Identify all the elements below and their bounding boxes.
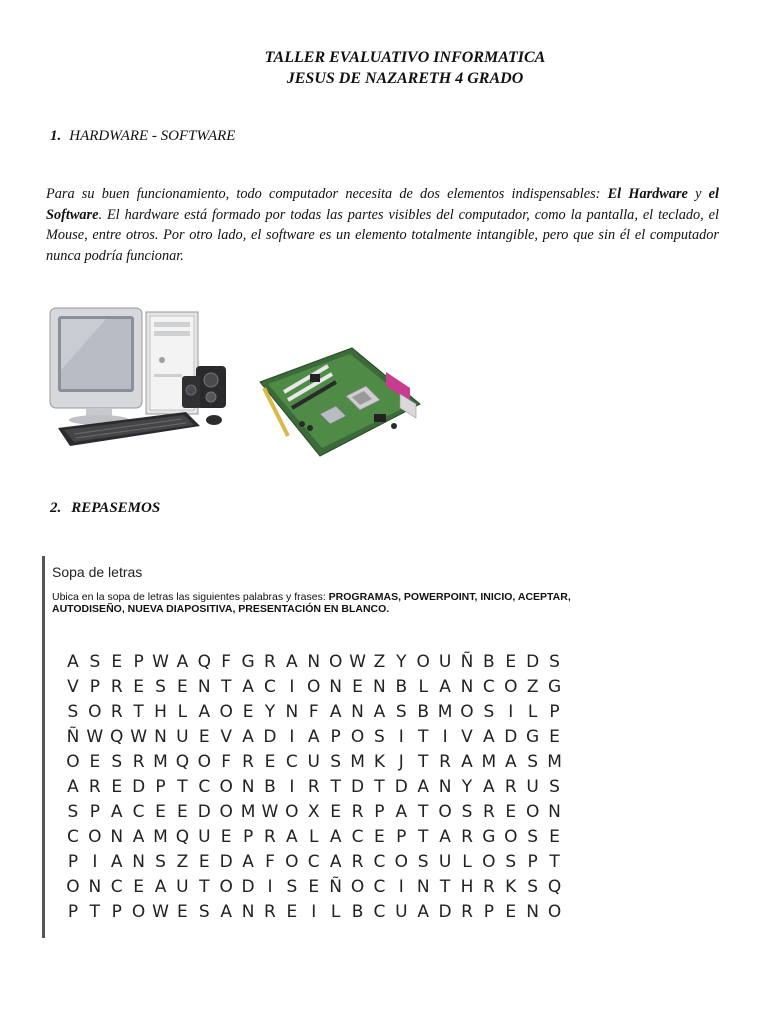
- wordsearch-letter: I: [442, 727, 448, 747]
- wordsearch-letter: W: [261, 802, 279, 822]
- wordsearch-letter: P: [396, 827, 407, 847]
- wordsearch-letter: P: [89, 677, 100, 697]
- wordsearch-letter: I: [92, 852, 98, 872]
- wordsearch-letter: N: [132, 852, 145, 872]
- wordsearch-letter: N: [241, 777, 255, 797]
- wordsearch-letter: P: [89, 802, 100, 822]
- wordsearch-row: [62, 725, 622, 750]
- wordsearch-letter: T: [418, 827, 429, 847]
- paragraph-text: . El hardware está formado por todas las partes visibles del computador, como la pantalla, el teclado, el Mouse, entre otros. Por otro lado, el software es un elemento totalmente intangible, pero que sin él el computador nunca podría funcionar.: [46, 206, 719, 264]
- wordsearch-letter: B: [417, 702, 430, 722]
- wordsearch-letter: T: [330, 777, 341, 797]
- wordsearch-letter: O: [504, 677, 518, 697]
- wordsearch-letter: R: [264, 902, 276, 922]
- wordsearch-letter: U: [307, 752, 320, 772]
- document-subtitle: JESUS DE NAZARETH 4 GRADO: [286, 70, 524, 87]
- wordsearch-letter: S: [417, 852, 429, 872]
- wordsearch-letter: Y: [264, 702, 276, 722]
- wordsearch-letter: A: [417, 902, 430, 922]
- wordsearch-letter: Q: [110, 727, 124, 747]
- wordsearch-letter: R: [264, 827, 276, 847]
- wordsearch-letter: W: [152, 902, 169, 922]
- wordsearch-letter: O: [350, 727, 365, 747]
- wordsearch-letter: N: [373, 677, 386, 697]
- wordsearch-letter: Z: [373, 652, 386, 672]
- wordsearch-letter: D: [263, 727, 277, 747]
- wordsearch-letter: R: [307, 777, 320, 797]
- wordsearch-letter: S: [374, 727, 385, 747]
- wordsearch-letter: L: [330, 902, 341, 922]
- wordsearch-letter: A: [439, 677, 451, 697]
- wordsearch-letter: M: [437, 702, 453, 722]
- wordsearch-letter: G: [526, 727, 540, 747]
- wordsearch-letter: E: [352, 677, 363, 697]
- wordsearch-letter: P: [155, 777, 166, 797]
- wordsearch-letter: C: [351, 827, 364, 847]
- wordsearch-letter: R: [88, 777, 101, 797]
- wordsearch-letter: Y: [396, 652, 407, 672]
- wordsearch-letter: U: [526, 777, 539, 797]
- wordsearch-letter: D: [504, 727, 518, 747]
- paragraph-text: Para su buen funcionamiento, todo computador necesita de dos elementos indispensables:: [46, 186, 608, 202]
- section-2-number: 2.: [50, 500, 62, 516]
- wordsearch-letter: O: [525, 802, 540, 822]
- wordsearch-letter: T: [220, 677, 232, 697]
- wordsearch-letter: S: [330, 752, 342, 772]
- wordsearch-letter: S: [461, 802, 473, 822]
- wordsearch-letter: G: [482, 827, 496, 847]
- wordsearch-letter: A: [329, 852, 342, 872]
- wordsearch-letter: V: [461, 727, 473, 747]
- wordsearch-letter: I: [289, 677, 295, 697]
- wordsearch-letter: P: [549, 702, 560, 722]
- wordsearch-letter: R: [461, 827, 473, 847]
- wordsearch-letter: N: [241, 902, 255, 922]
- wordsearch-letter: L: [418, 677, 428, 697]
- wordsearch-letter: T: [89, 902, 101, 922]
- wordsearch-letter: S: [549, 777, 560, 797]
- wordsearch-letter: I: [398, 727, 404, 747]
- section-1-number: 1.: [50, 128, 62, 144]
- wordsearch-letter: A: [242, 727, 254, 747]
- wordsearch-letter: N: [307, 652, 321, 672]
- wordsearch-row: [62, 900, 622, 925]
- wordsearch-letter: A: [67, 777, 79, 797]
- wordsearch-letter: U: [198, 827, 211, 847]
- wordsearch-letter: D: [350, 777, 365, 797]
- wordsearch-letter: I: [398, 877, 404, 897]
- wordsearch-letter: O: [504, 827, 518, 847]
- wordsearch-letter: I: [508, 702, 514, 722]
- wordsearch-letter: A: [395, 802, 408, 822]
- section-2-heading: [50, 500, 160, 517]
- wordsearch-letter: R: [439, 752, 451, 772]
- wordsearch-letter: R: [351, 852, 364, 872]
- wordsearch-letter: O: [394, 852, 408, 872]
- wordsearch-letter: O: [66, 752, 80, 772]
- wordsearch-letter: N: [285, 702, 299, 722]
- wordsearch-letter: W: [130, 727, 148, 747]
- wordsearch-letter: T: [418, 752, 429, 772]
- wordsearch-letter: S: [67, 802, 79, 822]
- wordsearch-letter: H: [460, 877, 474, 897]
- wordsearch-letter: D: [241, 877, 255, 897]
- wordsearch-letter: I: [289, 777, 295, 797]
- wordsearch-letter: C: [264, 677, 276, 697]
- wordsearch-letter: D: [219, 852, 233, 872]
- wordsearch-letter: S: [155, 852, 166, 872]
- wordsearch-letter: D: [197, 802, 211, 822]
- wordsearch-letter: R: [351, 802, 364, 822]
- wordsearch-letter: S: [527, 752, 539, 772]
- wordsearch-letter: Ñ: [329, 877, 342, 897]
- wordsearch-letter: Z: [526, 677, 539, 697]
- wordsearch-letter: O: [88, 827, 102, 847]
- wordsearch-row: [62, 800, 622, 825]
- wordsearch-letter: U: [395, 902, 408, 922]
- wordsearch-letter: F: [265, 852, 275, 872]
- wordsearch-letter: T: [177, 777, 188, 797]
- wordsearch-letter: I: [311, 902, 317, 922]
- wordsearch-letter: A: [286, 827, 298, 847]
- wordsearch-letter: D: [132, 777, 146, 797]
- wordsearch-letter: Ñ: [66, 727, 80, 747]
- wordsearch-letter: M: [350, 752, 365, 772]
- wordsearch-letter: Q: [547, 877, 562, 897]
- wordsearch-row: [62, 850, 622, 875]
- wordsearch-letter: E: [242, 702, 254, 722]
- wordsearch-letter: G: [241, 652, 255, 672]
- wordsearch-letter: S: [67, 702, 79, 722]
- wordsearch-letter: R: [110, 702, 123, 722]
- wordsearch-letter: S: [286, 877, 298, 897]
- wordsearch-letter: A: [329, 827, 342, 847]
- wordsearch-letter: F: [221, 752, 232, 772]
- wordsearch-letter: E: [111, 652, 123, 672]
- wordsearch-letter: O: [482, 852, 496, 872]
- wordsearch-letter: C: [373, 852, 386, 872]
- wordsearch-letter: E: [177, 902, 188, 922]
- wordsearch-letter: S: [89, 652, 101, 672]
- wordsearch-letter: A: [242, 677, 254, 697]
- wordsearch-letter: E: [505, 802, 517, 822]
- wordsearch-letter: Z: [176, 852, 189, 872]
- wordsearch-letter: E: [133, 677, 144, 697]
- wordsearch-letter: E: [111, 777, 123, 797]
- wordsearch-letter: U: [438, 652, 452, 672]
- wordsearch-letter: X: [307, 802, 320, 822]
- wordsearch-letter: K: [505, 877, 517, 897]
- wordsearch-letter: S: [483, 702, 495, 722]
- wordsearch-row: [62, 750, 622, 775]
- wordsearch-letter: A: [504, 752, 517, 772]
- wordsearch-letter: A: [417, 777, 430, 797]
- wordsearch-letter: A: [439, 827, 451, 847]
- wordsearch-letter: E: [198, 727, 210, 747]
- wordsearch-letter: O: [219, 777, 233, 797]
- wordsearch-letter: W: [86, 727, 104, 747]
- wordsearch-letter: M: [547, 752, 562, 772]
- wordsearch-letter: L: [527, 702, 538, 722]
- wordsearch-letter: N: [329, 677, 342, 697]
- wordsearch-letter: N: [154, 727, 167, 747]
- wordsearch-letter: J: [398, 752, 404, 772]
- wordsearch-letter: A: [286, 652, 298, 672]
- wordsearch-letter: R: [482, 877, 495, 897]
- wordsearch-letter: E: [549, 827, 560, 847]
- wordsearch-letter: N: [438, 777, 452, 797]
- wordsearch-letter: R: [504, 777, 517, 797]
- wordsearch-letter: A: [483, 727, 495, 747]
- intro-paragraph: [46, 184, 719, 266]
- wordsearch-letter: L: [309, 827, 319, 847]
- wordsearch-letter: E: [177, 677, 188, 697]
- wordsearch-letter: U: [438, 852, 452, 872]
- wordsearch-letter: S: [505, 852, 517, 872]
- wordsearch-letter: F: [308, 702, 319, 722]
- wordsearch-letter: C: [285, 752, 298, 772]
- wordsearch-letter: C: [482, 677, 495, 697]
- wordsearch-letter: C: [132, 802, 145, 822]
- wordsearch-letter: C: [373, 877, 386, 897]
- wordsearch-letter: V: [67, 677, 79, 697]
- wordsearch-letter: O: [66, 877, 80, 897]
- wordsearch-letter: E: [374, 827, 385, 847]
- wordsearch-letter: S: [395, 702, 407, 722]
- wordsearch-letter: P: [330, 727, 341, 747]
- wordsearch-letter: S: [549, 652, 560, 672]
- wordsearch-letter: A: [329, 702, 342, 722]
- wordsearch-letter: P: [483, 902, 494, 922]
- wordsearch-letter: Y: [461, 777, 473, 797]
- wordsearch-letter: R: [264, 652, 276, 672]
- wordsearch-letter: C: [67, 827, 79, 847]
- wordsearch-letter: S: [527, 827, 539, 847]
- wordsearch-letter: E: [220, 827, 232, 847]
- wordsearch-letter: R: [242, 752, 254, 772]
- wordsearch-letter: E: [177, 802, 188, 822]
- wordsearch-letter: O: [307, 677, 321, 697]
- wordsearch-row: [62, 675, 622, 700]
- wordsearch-letter: K: [373, 752, 385, 772]
- wordsearch-letter: S: [111, 752, 123, 772]
- wordsearch-letter: B: [264, 777, 276, 797]
- wordsearch-letter: B: [351, 902, 364, 922]
- wordsearch-letter: T: [133, 702, 144, 722]
- wordsearch-letter: W: [152, 652, 169, 672]
- wordsearch-letter: P: [242, 827, 254, 847]
- wordsearch-letter: T: [549, 852, 560, 872]
- wordsearch-letter: T: [199, 877, 210, 897]
- wordsearch-letter: N: [197, 677, 211, 697]
- wordsearch-letter: O: [219, 877, 233, 897]
- wordsearch-grid: [62, 650, 622, 925]
- wordsearch-letter: D: [526, 652, 540, 672]
- wordsearch-letter: E: [505, 902, 517, 922]
- wordsearch-letter: O: [219, 702, 233, 722]
- wordsearch-letter: O: [438, 802, 452, 822]
- wordsearch-letter: P: [133, 652, 144, 672]
- wordsearch-letter: L: [462, 852, 472, 872]
- wordsearch-letter: P: [67, 852, 79, 872]
- wordsearch-letter: S: [527, 877, 539, 897]
- wordsearch-letter: A: [154, 877, 167, 897]
- wordsearch-letter: R: [482, 802, 495, 822]
- wordsearch-letter: D: [438, 902, 452, 922]
- wordsearch-letter: C: [198, 777, 211, 797]
- wordsearch-letter: E: [505, 652, 517, 672]
- wordsearch-letter: O: [416, 652, 430, 672]
- wordsearch-letter: L: [177, 702, 188, 722]
- wordsearch-letter: A: [110, 802, 123, 822]
- wordsearch-title: Sopa de letras: [52, 564, 143, 580]
- wordsearch-letter: N: [460, 677, 474, 697]
- paragraph-bold-hardware: El Hardware: [607, 186, 688, 202]
- wordsearch-letter: E: [286, 902, 298, 922]
- paragraph-text: y: [687, 186, 709, 202]
- wordsearch-letter: O: [88, 702, 102, 722]
- wordsearch-letter: O: [197, 752, 211, 772]
- wordsearch-letter: O: [131, 902, 146, 922]
- wordsearch-letter: N: [526, 902, 539, 922]
- wordsearch-letter: E: [155, 802, 166, 822]
- wordsearch-letter: N: [548, 802, 561, 822]
- wordsearch-letter: O: [328, 652, 343, 672]
- wordsearch-letter: A: [307, 727, 320, 747]
- wordsearch-letter: C: [307, 852, 320, 872]
- wordsearch-letter: P: [67, 902, 79, 922]
- wordsearch-letter: I: [289, 727, 295, 747]
- wordsearch-instructions: [52, 591, 612, 615]
- wordsearch-letter: T: [374, 777, 385, 797]
- wordsearch-letter: M: [481, 752, 497, 772]
- wordsearch-letter: Q: [197, 652, 211, 672]
- wordsearch-letter: N: [416, 877, 430, 897]
- wordsearch-letter: T: [439, 877, 451, 897]
- wordsearch-letter: E: [89, 752, 101, 772]
- wordsearch-letter: M: [240, 802, 256, 822]
- wordsearch-letter: O: [285, 802, 299, 822]
- wordsearch-letter: N: [110, 827, 124, 847]
- desktop-computer-image: [46, 300, 236, 460]
- wordsearch-letter: E: [264, 752, 276, 772]
- wordsearch-letter: A: [483, 777, 495, 797]
- wordsearch-letter: E: [330, 802, 341, 822]
- wordsearch-letter: H: [154, 702, 167, 722]
- document-title: TALLER EVALUATIVO INFORMATICA: [264, 49, 546, 66]
- wordsearch-letter: A: [220, 902, 232, 922]
- wordsearch-letter: P: [111, 902, 122, 922]
- wordsearch-letter: S: [198, 902, 210, 922]
- wordsearch-word-list: PROGRAMAS, POWERPOINT, INICIO, ACEPTAR, AUTODISEÑO, NUEVA DIAPOSITIVA, PRESENTACIÓN EN BLANCO.: [52, 591, 571, 615]
- wordsearch-letter: I: [267, 877, 273, 897]
- wordsearch-letter: T: [418, 727, 429, 747]
- wordsearch-letter: V: [220, 727, 232, 747]
- wordsearch-letter: E: [133, 877, 144, 897]
- wordsearch-letter: S: [155, 677, 166, 697]
- wordsearch-letter: Ñ: [460, 652, 474, 672]
- wordsearch-letter: Q: [175, 752, 190, 772]
- wordsearch-letter: R: [461, 902, 473, 922]
- wordsearch-letter: R: [132, 752, 145, 772]
- wordsearch-letter: Q: [175, 827, 190, 847]
- wordsearch-letter: E: [308, 877, 320, 897]
- wordsearch-letter: U: [176, 727, 189, 747]
- wordsearch-letter: A: [373, 702, 386, 722]
- wordsearch-letter: O: [547, 902, 562, 922]
- wordsearch-letter: M: [153, 827, 168, 847]
- wordsearch-letter: P: [374, 802, 385, 822]
- wordsearch-letter: G: [547, 677, 562, 697]
- wordsearch-letter: A: [132, 827, 145, 847]
- wordsearch-letter: F: [221, 652, 232, 672]
- wordsearch-letter: A: [176, 652, 189, 672]
- wordsearch-letter: U: [176, 877, 189, 897]
- wordsearch-letter: C: [110, 877, 123, 897]
- wordsearch-letter: P: [527, 852, 538, 872]
- section-1-heading: [50, 128, 235, 145]
- wordsearch-letter: A: [242, 852, 254, 872]
- wordsearch-letter: C: [373, 902, 386, 922]
- motherboard-image: [254, 344, 424, 460]
- wordsearch-letter: N: [351, 702, 364, 722]
- wordsearch-letter: E: [198, 852, 210, 872]
- wordsearch-instructions-prefix: Ubica en la sopa de letras las siguientes palabras y frases:: [52, 591, 329, 603]
- section-2-title: REPASEMOS: [71, 500, 161, 516]
- wordsearch-letter: A: [67, 652, 79, 672]
- wordsearch-row: [62, 650, 622, 675]
- wordsearch-letter: A: [110, 852, 123, 872]
- section-1-title: HARDWARE - SOFTWARE: [69, 128, 236, 144]
- wordsearch-letter: B: [395, 677, 408, 697]
- wordsearch-row: [62, 700, 622, 725]
- wordsearch-row: [62, 875, 622, 900]
- wordsearch-letter: O: [350, 877, 365, 897]
- wordsearch-letter: W: [349, 652, 366, 672]
- wordsearch-row: [62, 825, 622, 850]
- wordsearch-letter: A: [461, 752, 473, 772]
- wordsearch-letter: O: [219, 802, 233, 822]
- wordsearch-letter: N: [88, 877, 102, 897]
- wordsearch-letter: D: [394, 777, 408, 797]
- wordsearch-letter: M: [153, 752, 168, 772]
- wordsearch-letter: R: [110, 677, 123, 697]
- wordsearch-letter: E: [549, 727, 560, 747]
- wordsearch-letter: O: [460, 702, 474, 722]
- wordsearch-letter: B: [483, 652, 495, 672]
- wordsearch-letter: T: [418, 802, 429, 822]
- wordsearch-letter: A: [198, 702, 211, 722]
- wordsearch-row: [62, 775, 622, 800]
- paragraph-bold-software: el Software: [46, 186, 719, 223]
- wordsearch-letter: O: [285, 852, 299, 872]
- wordsearch-left-border: [42, 556, 45, 938]
